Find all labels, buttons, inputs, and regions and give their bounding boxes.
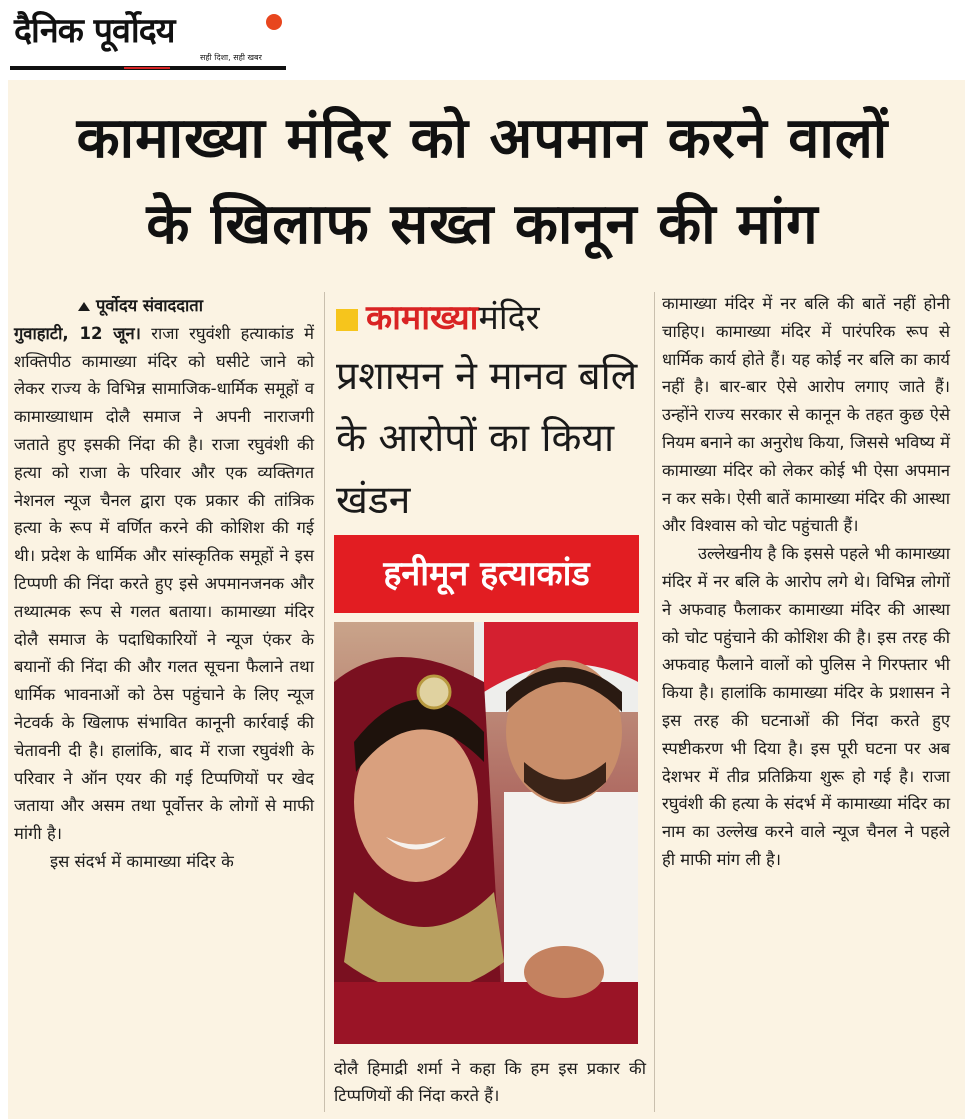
couple-photo-illustration bbox=[334, 622, 638, 1044]
subheadline: प्रशासन ने मानव बलि के आरोपों का किया खंडन bbox=[336, 354, 638, 523]
article-column-1 bbox=[14, 292, 314, 876]
column-divider bbox=[324, 292, 325, 1112]
newspaper-logo: दैनिक पूर्वोदय bbox=[14, 11, 175, 51]
logo-underline-accent bbox=[124, 67, 170, 69]
topic-banner: हनीमून हत्याकांड bbox=[334, 535, 639, 613]
column-divider bbox=[654, 292, 655, 1112]
headline-line-1: कामाख्या मंदिर को अपमान करने वालों bbox=[76, 106, 889, 171]
dateline: गुवाहाटी, 12 जून। bbox=[14, 323, 141, 343]
kicker bbox=[336, 298, 648, 338]
byline: पूर्वोदय संवाददाता bbox=[14, 292, 314, 320]
headline-line-2: के खिलाफ सख्त कानून की मांग bbox=[146, 192, 819, 257]
kicker-text: मंदिर bbox=[478, 298, 540, 338]
photo-caption: दोलै हिमाद्री शर्मा ने कहा कि हम इस प्रकार की टिप्पणियों की निंदा करते हैं। bbox=[334, 1059, 646, 1105]
triangle-icon bbox=[78, 302, 90, 311]
article-paragraph: इस संदर्भ में कामाख्या मंदिर के bbox=[50, 851, 234, 871]
couple-photo bbox=[334, 622, 638, 1044]
kicker-highlight: कामाख्या bbox=[366, 298, 479, 338]
tagline: सही दिशा, सही खबर bbox=[200, 53, 262, 62]
masthead bbox=[0, 0, 965, 80]
article-lead-paragraph: गुवाहाटी, 12 जून। राजा रघुवंशी हत्याकांड में शक्तिपीठ कामाख्या मंदिर को घसीटे जाने को लेकर राज्य के विभिन्न सामाजिक-धार्मिक समूहों व कामाख्याधाम दोलै समाज ने अपनी नाराजगी जताते हुए इसकी निंदा की है। राजा रघुवंशी की हत्या को राजा के परिवार और एक व्यक्तिगत नेशनल न्यूज चैनल द्वारा एक प्रकार की तांत्रिक हत्या के रूप में वर्णित करने की कोशिश की गई थी। प्रदेश के धार्मिक और सांस्कृतिक समूहों ने इस टिप्पणी की निंदा करते हुए इसे अपमानजनक और तथ्यात्मक रूप से गलत बताया। कामाख्या मंदिर दोलै समाज के पदाधिकारियों ने न्यूज एंकर के बयानों की निंदा की और गलत सूचना फैलाने तथा धार्मिक भावनाओं को ठेस पहुंचाने के लिए न्यूज नेटवर्क के खिलाफ संभावित कानूनी कार्रवाई की चेतावनी दी है। हालांकि, बाद में राजा रघुवंशी के परिवार ने ऑन एयर की गई टिप्पणियों पर खेद जताया और असम तथा पूर्वोत्तर के लोगों से माफी मांगी है। bbox=[14, 323, 315, 844]
kicker-square-icon bbox=[336, 309, 358, 331]
article-paragraph: कामाख्या मंदिर में नर बलि की बातें नहीं होनी चाहिए। कामाख्या मंदिर में पारंपरिक रूप से धार्मिक कार्य होते हैं। यह कोई नर बलि का कार्य नहीं है। बार-बार ऐसे आरोप लगाए जाते हैं। उन्होंने राज्य सरकार से कानून के तहत कुछ ऐसे नियम बनाने का अनुरोध किया, जिससे भविष्य में कामाख्या मंदिर को लेकर कोई भी ऐसा अपमान न कर सके। ऐसी बातें कामाख्या मंदिर की आस्था और विश्वास को चोट पहुंचाती हैं। bbox=[662, 294, 950, 536]
article-paragraph: उल्लेखनीय है कि इससे पहले भी कामाख्या मंदिर में नर बलि के आरोप लगे थे। विभिन्न लोगों ने अफवाह फैलाकर कामाख्या मंदिर की आस्था को चोट पहुंचाने की कोशिश की है। इस तरह की अफवाह फैलाने वालों को पुलिस ने गिरफ्तार भी किया है। हालांकि कामाख्या मंदिर के प्रशासन ने इस तरह की घटनाओं की निंदा करते हुए स्पष्टीकरण भी दिया है। इस पूरी घटना पर अब देशभर में तीव्र प्रतिक्रिया शुरू हो गई है। राजा रघुवंशी की हत्या के संदर्भ में कामाख्या मंदिर का नाम का उल्लेख करने वाले न्यूज चैनल ने पहले ही माफी मांग ली है। bbox=[662, 544, 950, 869]
article-column-3 bbox=[662, 290, 950, 874]
logo-dot-icon bbox=[266, 14, 282, 30]
